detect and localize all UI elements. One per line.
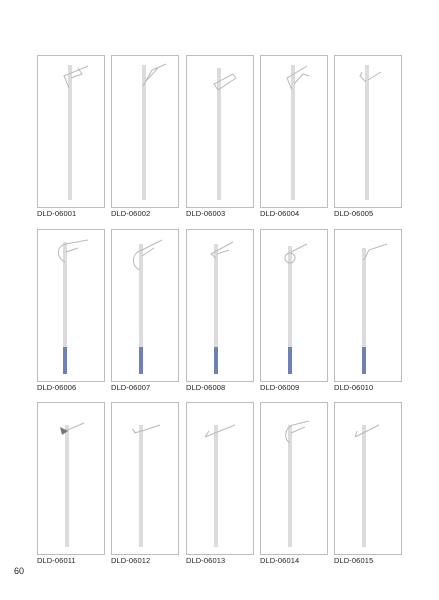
pole-illustration <box>334 402 402 555</box>
product-code: DLD-06006 <box>37 383 77 392</box>
product-code: DLD-06002 <box>111 209 151 218</box>
product-code: DLD-06012 <box>111 556 151 565</box>
pole-illustration <box>260 55 328 208</box>
pole-illustration <box>37 402 105 555</box>
pole-illustration <box>260 402 328 555</box>
pole-illustration <box>186 55 254 208</box>
product-code: DLD-06004 <box>260 209 300 218</box>
pole-illustration <box>260 229 328 382</box>
product-code: DLD-06008 <box>186 383 226 392</box>
pole-illustration <box>186 402 254 555</box>
product-code: DLD-06001 <box>37 209 77 218</box>
pole-illustration <box>186 229 254 382</box>
pole-illustration <box>111 402 179 555</box>
product-code: DLD-06010 <box>334 383 374 392</box>
pole-illustration <box>334 229 402 382</box>
pole-illustration <box>37 229 105 382</box>
product-code: DLD-06014 <box>260 556 300 565</box>
product-code: DLD-06009 <box>260 383 300 392</box>
product-code: DLD-06015 <box>334 556 374 565</box>
page-number: 60 <box>14 566 25 576</box>
product-code: DLD-06007 <box>111 383 151 392</box>
pole-illustration <box>111 229 179 382</box>
pole-illustration <box>37 55 105 208</box>
product-code: DLD-06011 <box>37 556 76 565</box>
product-code: DLD-06003 <box>186 209 226 218</box>
pole-illustration <box>334 55 402 208</box>
pole-illustration <box>111 55 179 208</box>
product-code: DLD-06005 <box>334 209 374 218</box>
product-code: DLD-06013 <box>186 556 226 565</box>
